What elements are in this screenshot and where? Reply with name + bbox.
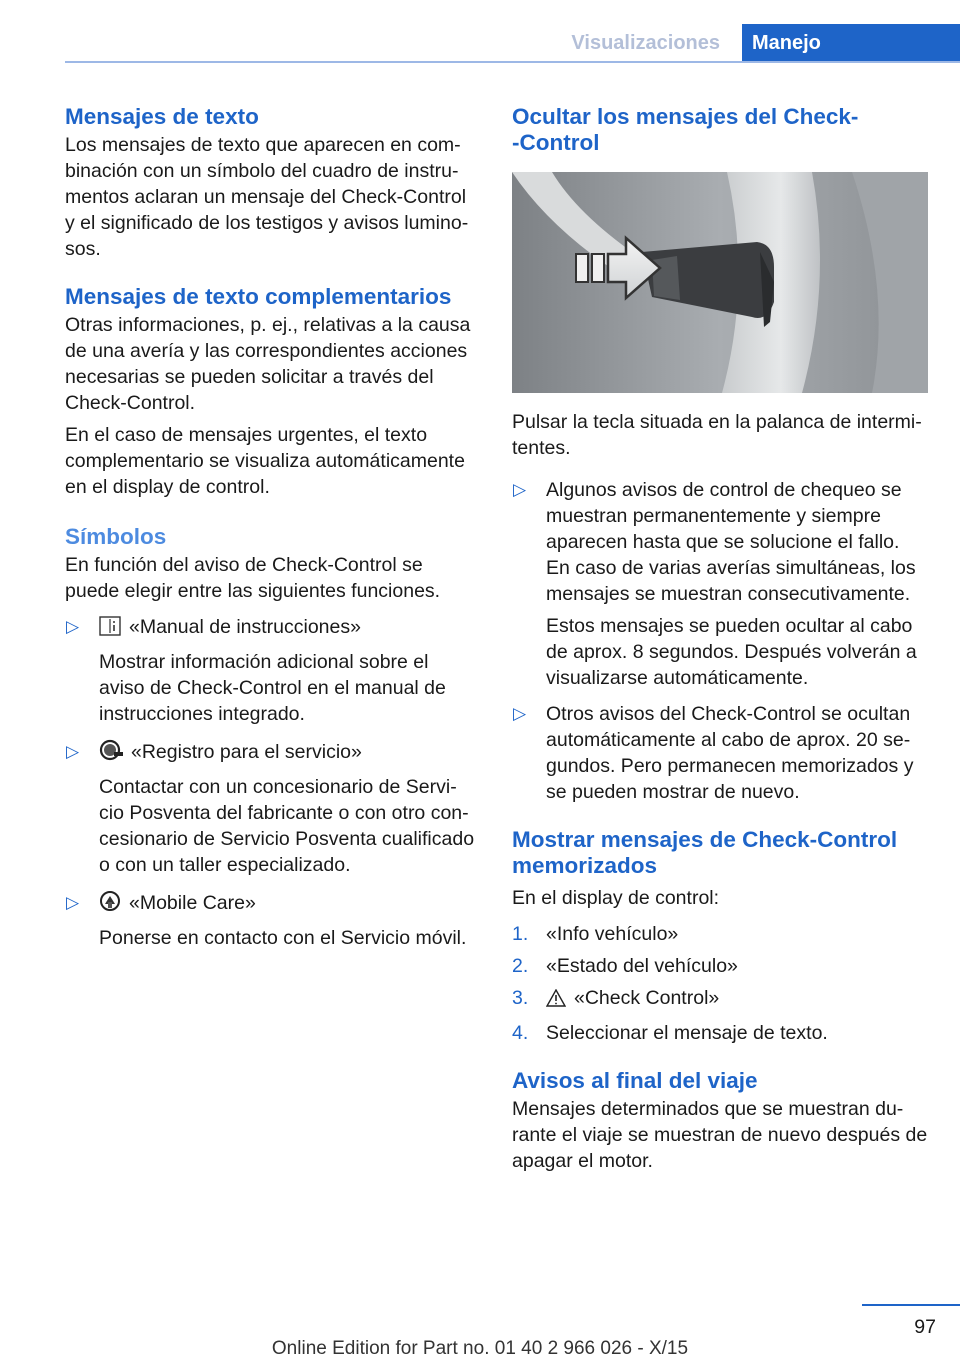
step-3 xyxy=(512,985,928,1014)
triangle-bullet-icon: ▷ xyxy=(66,617,80,636)
heading-mensajes-complementarios: Mensajes de texto complementarios xyxy=(65,284,452,309)
list-item-manual xyxy=(65,614,479,727)
step-number: 3. xyxy=(512,987,529,1009)
list-item-service xyxy=(65,739,479,878)
left-column xyxy=(65,100,479,951)
heading-simbolos: Símbolos xyxy=(65,524,167,549)
bullet-text: Otros avisos del Check-Control se ocultan automáticamente al cabo de aprox. 20 se-gundos. Pero permanecen memorizados y se pueden mostrar de nuevo. xyxy=(546,703,914,803)
warning-triangle-icon xyxy=(546,988,566,1014)
triangle-bullet-icon: ▷ xyxy=(66,893,80,912)
paragraph-avisos-final: Mensajes determinados que se muestran du-rante el viaje se muestran de nuevo después de apagar el motor. xyxy=(512,1098,928,1172)
list-item-avisos-permanentes xyxy=(512,477,928,691)
page-number: 97 xyxy=(914,1316,936,1338)
manual-label: «Manual de instrucciones» xyxy=(129,616,361,638)
paragraph-complement-2: En el caso de mensajes urgentes, el texto complementario se visualiza automáticamente en el display de control. xyxy=(65,424,465,498)
bullet-text: Algunos avisos de control de chequeo se muestran permanentemente y siempre aparecen hasta que se solucione el fallo. En caso de varias averías simultáneas, los mensajes se muestran consecutivamente. xyxy=(546,479,916,605)
list-item-mobile-care xyxy=(65,890,479,951)
paragraph-simbolos-intro: En función del aviso de Check-Control se puede elegir entre las siguientes funciones. xyxy=(65,554,441,602)
step-number: 2. xyxy=(512,955,529,977)
paragraph-mostrar-intro: En el display de control: xyxy=(512,887,720,909)
heading-mensajes-de-texto: Mensajes de texto xyxy=(65,104,259,129)
list-item-avisos-ocultan xyxy=(512,701,928,805)
service-description: Contactar con un concesionario de Servi-cio Posventa del fabricante o con otro con-cesionario de Servicio Posventa cualificado o con un taller especializado. xyxy=(99,776,475,876)
triangle-bullet-icon: ▷ xyxy=(66,742,80,761)
tab-manejo[interactable]: Manejo xyxy=(742,24,960,62)
tab-visualizaciones[interactable]: Visualizaciones xyxy=(571,32,720,54)
paragraph-complement-1: Otras informaciones, p. ej., relativas a la causa de una avería y las correspondientes acciones necesarias se pueden solicitar a través del Check-Control. xyxy=(65,314,471,414)
manual-icon xyxy=(99,616,121,643)
heading-mostrar: Mostrar mensajes de Check-Control memorizados xyxy=(512,827,898,878)
mobile-care-label: «Mobile Care» xyxy=(129,892,256,914)
header-rule xyxy=(65,61,960,63)
heading-avisos-final: Avisos al final del viaje xyxy=(512,1068,758,1093)
header-tabs xyxy=(549,24,960,62)
step-number: 4. xyxy=(512,1022,529,1044)
mobile-care-description: Ponerse en contacto con el Servicio móvil. xyxy=(99,927,467,949)
triangle-bullet-icon: ▷ xyxy=(513,480,527,499)
step-number: 1. xyxy=(512,923,529,945)
step-1 xyxy=(512,921,928,947)
service-icon xyxy=(99,739,123,768)
step-2 xyxy=(512,953,928,979)
manual-description: Mostrar información adicional sobre el aviso de Check-Control en el manual de instrucciones integrado. xyxy=(99,651,446,725)
step-text: Seleccionar el mensaje de texto. xyxy=(546,1022,828,1044)
mobile-care-icon xyxy=(99,890,121,919)
service-label: «Registro para el servicio» xyxy=(131,741,362,763)
step-text: «Info vehículo» xyxy=(546,923,679,945)
paragraph-mensajes: Los mensajes de texto que aparecen en com-binación con un símbolo del cuadro de instru-mentos aclaran un mensaje del Check-Control y el significado de los testigos y avisos lumino-sos. xyxy=(65,134,469,260)
step-text: «Estado del vehículo» xyxy=(546,955,738,977)
steering-lever-illustration xyxy=(512,172,928,393)
right-column xyxy=(512,100,928,1174)
footer-edition: Online Edition for Part no. 01 40 2 966 026 - X/15 xyxy=(271,1338,689,1359)
heading-ocultar: Ocultar los mensajes del Check- -Control xyxy=(512,104,859,155)
step-text: «Check Control» xyxy=(574,987,720,1009)
footer-rule xyxy=(862,1304,960,1306)
triangle-bullet-icon: ▷ xyxy=(513,704,527,723)
bullet-extra: Estos mensajes se pueden ocultar al cabo de aprox. 8 segundos. Después volverán a visualizarse automáticamente. xyxy=(546,615,917,689)
paragraph-ocultar: Pulsar la tecla situada en la palanca de intermi-tentes. xyxy=(512,411,922,459)
step-4 xyxy=(512,1020,928,1046)
